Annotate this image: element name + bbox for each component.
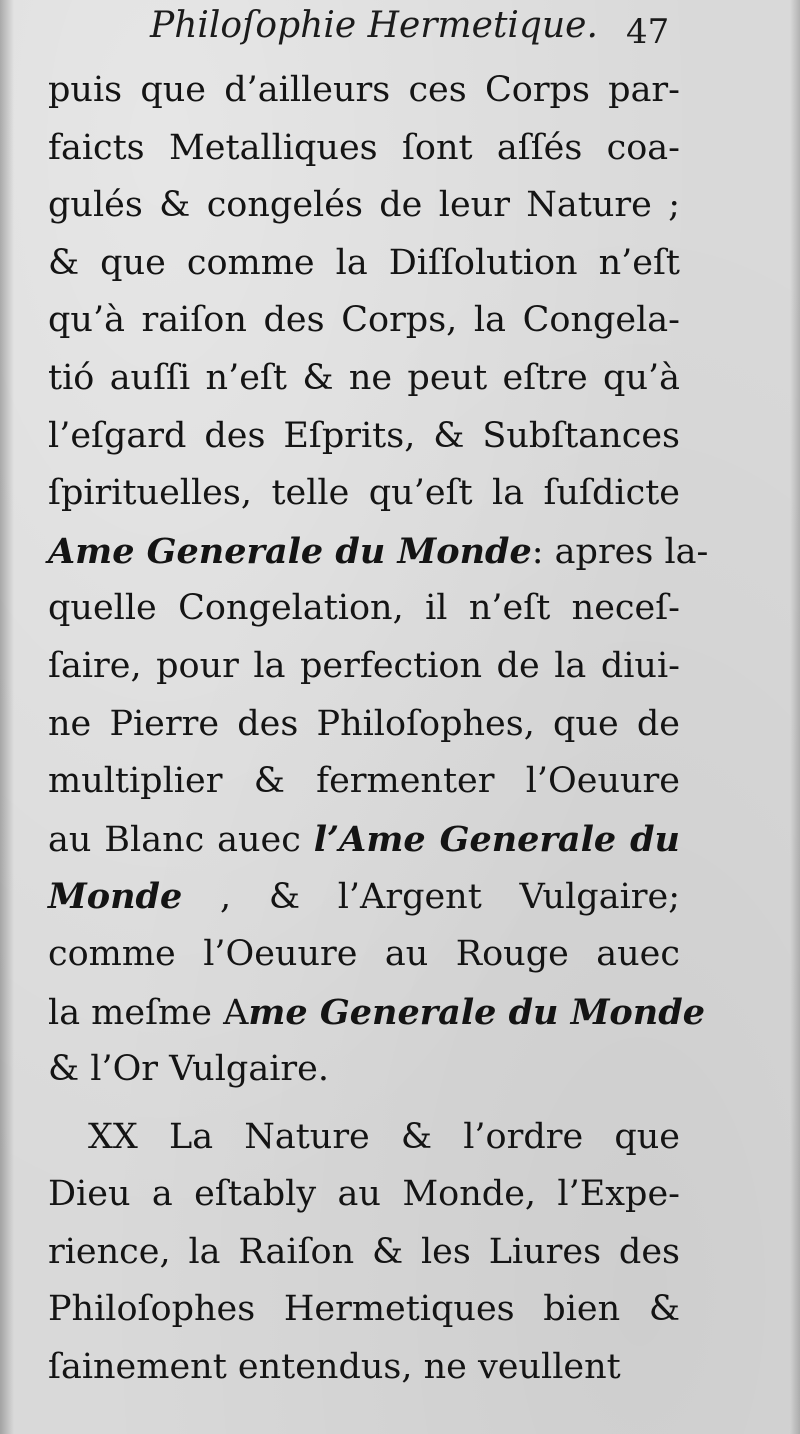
- italic-text: Monde: [48, 876, 183, 918]
- text-line: [48, 408, 680, 466]
- text-line: [48, 523, 709, 581]
- text-line: [48, 235, 680, 293]
- text-line: [48, 1109, 680, 1167]
- text-line: [48, 177, 680, 235]
- text-run: gulés & congelés de leur Nature ;: [48, 185, 680, 226]
- italic-text: me Generale du Monde: [248, 991, 705, 1033]
- text-line: [48, 811, 680, 869]
- running-title: Philoſophie Hermetique.: [150, 5, 598, 46]
- text-run: Dieu a eſtably au Monde, l’Expe-: [48, 1174, 680, 1215]
- text-run: XX La Nature & l’ordre que: [88, 1116, 680, 1157]
- text-run: ne Pierre des Philoſophes, que de: [48, 703, 680, 744]
- text-line: [48, 984, 705, 1042]
- text-line: [48, 62, 680, 120]
- text-run: ſaire, pour la perfection de la diui-: [48, 645, 680, 686]
- text-run: Philoſophes Hermetiques bien &: [48, 1289, 680, 1330]
- text-run: puis que d’ailleurs ces Corps par-: [48, 70, 680, 110]
- text-run: & l’Or Vulgaire.: [48, 1049, 329, 1090]
- text-line: [48, 1166, 680, 1224]
- text-run: rience, la Raiſon & les Liures des: [48, 1231, 680, 1272]
- text-run: : apres la-: [531, 531, 709, 572]
- text-line: [48, 868, 680, 926]
- text-line: [48, 580, 680, 638]
- text-run: , & l’Argent Vulgaire;: [182, 877, 680, 918]
- text-run: la meſme A: [48, 992, 249, 1033]
- text-run: ſpirituelles, telle qu’eſt la ſuſdicte: [48, 473, 680, 514]
- text-line: [48, 926, 680, 984]
- paragraph: [48, 62, 709, 1099]
- page-number: 47: [626, 12, 670, 52]
- text-line: [48, 1224, 680, 1282]
- text-line: [48, 696, 680, 754]
- text-run: comme l’Oeuure au Rouge auec: [48, 933, 680, 974]
- text-line: [48, 1281, 680, 1339]
- text-line: [48, 465, 680, 523]
- text-line: [48, 350, 680, 408]
- text-run: multiplier & fermenter l’Oeuure: [48, 761, 680, 802]
- text-run: au Blanc auec: [48, 819, 314, 860]
- text-run: l’eſgard des Eſprits, & Subſtances: [48, 415, 680, 456]
- running-head: [0, 4, 800, 52]
- text-line: [48, 292, 680, 350]
- text-run: faicts Metalliques ſont aſſés coa-: [48, 127, 680, 168]
- text-line: [48, 120, 680, 178]
- text-line: [48, 753, 680, 811]
- text-run: tió auſſi n’eſt & ne peut eſtre qu’à: [48, 357, 680, 398]
- text-run: quelle Congelation, il n’eſt neceſ-: [48, 588, 680, 629]
- italic-text: l’Ame Generale du: [313, 818, 680, 860]
- text-run: & que comme la Diſſolution n’eſt: [48, 242, 680, 283]
- text-run: ſainement entendus, ne veullent: [48, 1347, 621, 1388]
- text-line: [48, 1041, 680, 1099]
- body-text: [48, 62, 709, 1397]
- text-line: [48, 638, 680, 696]
- text-line: [48, 1339, 680, 1397]
- text-run: qu’à raiſon des Corps, la Congela-: [48, 300, 680, 341]
- italic-text: Ame Generale du Monde: [48, 530, 532, 572]
- paragraph: [48, 1109, 680, 1397]
